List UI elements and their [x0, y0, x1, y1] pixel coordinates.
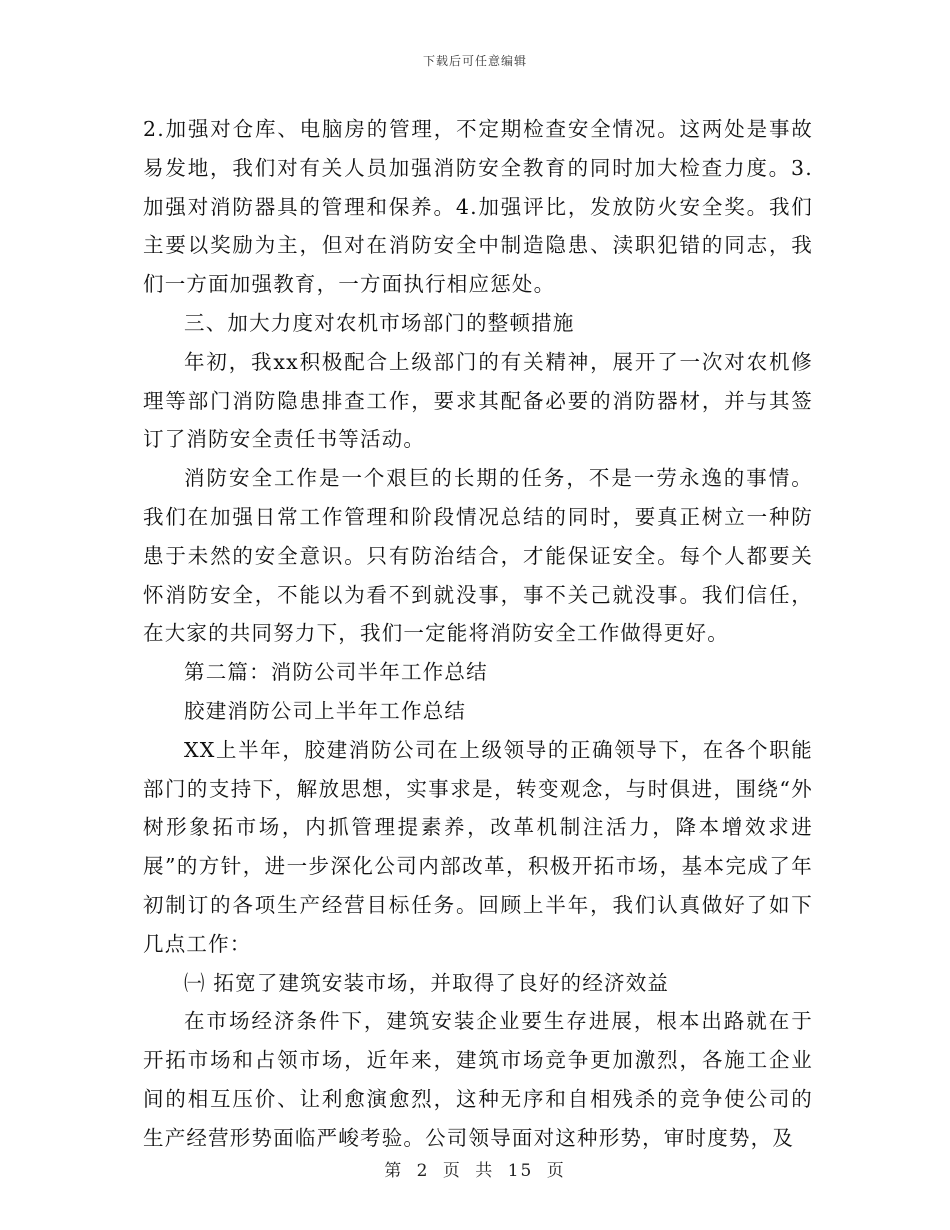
paragraph-3: 消防安全工作是一个艰巨的长期的任务，不是一劳永逸的事情。我们在加强日常工作管理和阶段情况总结的同时，要真正树立一种防患于未然的安全意识。只有防治结合，才能保证安全。每个人都要关怀消防安全，不能以为看不到就没事，事不关己就没事。我们信任，在大家的共同努力下，我们一定能将消防安全工作做得更好。: [143, 466, 813, 646]
document-body: [143, 110, 813, 1158]
paragraph-4: XX上半年，胶建消防公司在上级领导的正确领导下，在各个职能部门的支持下，解放思想，实事求是，转变观念，与时俱进，围绕“外树形象拓市场，内抓管理提素养，改革机制注活力，降本增效求进展”的方针，进一步深化公司内部改革，积极开拓市场，基本完成了年初制订的各项生产经营目标任务。回顾上半年，我们认真做好了如下几点工作：: [143, 737, 813, 956]
page-footer: 第 2 页 共 15 页: [384, 1161, 566, 1181]
paragraph-1: 2.加强对仓库、电脑房的管理，不定期检查安全情况。这两处是事故易发地，我们对有关人员加强消防安全教育的同时加大检查力度。3.加强对消防器具的管理和保养。4.加强评比，发放防火安全奖。我们主要以奖励为主，但对在消防安全中制造隐患、渎职犯错的同志，我们一方面加强教育，一方面执行相应惩处。: [143, 117, 813, 297]
document-title: 胶建消防公司上半年工作总结: [184, 698, 467, 723]
subsection-heading-1: ㈠ 拓宽了建筑安装市场，并取得了良好的经济效益: [184, 970, 670, 995]
chapter-title: 第二篇：消防公司半年工作总结: [184, 660, 488, 685]
section-heading-3: 三、加大力度对农机市场部门的整顿措施: [184, 310, 575, 335]
paragraph-2: 年初，我xx积极配合上级部门的有关精神，展开了一次对农机修理等部门消防隐患排查工作，要求其配备必要的消防器材，并与其签订了消防安全责任书等活动。: [143, 349, 813, 452]
page-header: 下载后可任意编辑: [422, 54, 527, 68]
paragraph-5: 在市场经济条件下，建筑安装企业要生存进展，根本出路就在于开拓市场和占领市场，近年来，建筑市场竞争更加激烈，各施工企业间的相互压价、让利愈演愈烈，这种无序和自相残杀的竞争使公司的生产经营形势面临严峻考验。公司领导面对这种形势，审时度势，及: [143, 1009, 813, 1150]
